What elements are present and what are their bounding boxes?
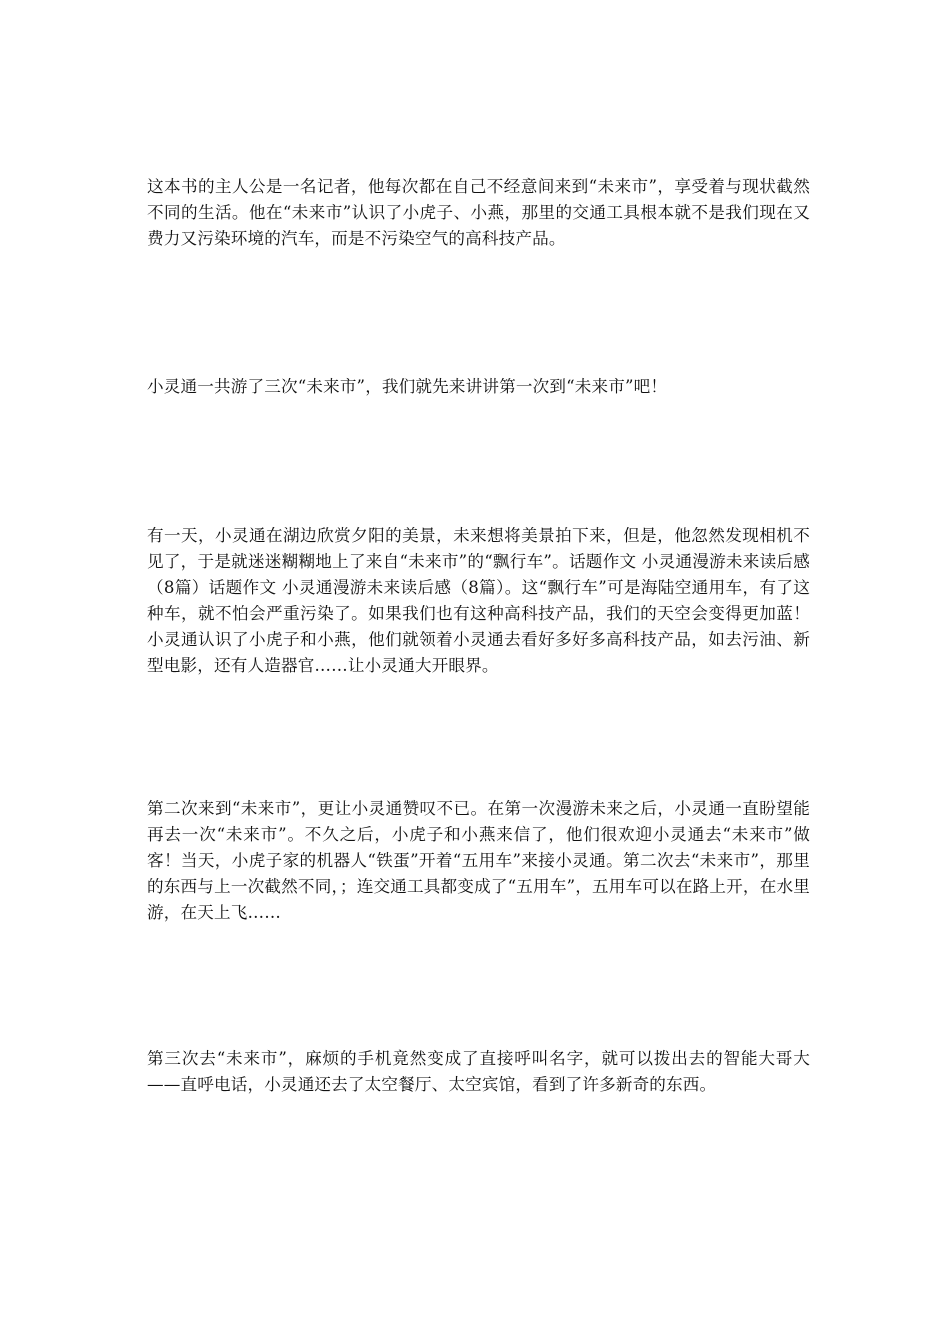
paragraph-first-trip: 有一天，小灵通在湖边欣赏夕阳的美景，未来想将美景拍下来，但是，他忽然发现相机不见了，于是就迷迷糊糊地上了来自“未来市”的“飘行车”。话题作文 小灵通漫游未来读后感（8篇）话题作文 小灵通漫游未来读后感（8篇）。这“飘行车”可是海陆空通用车，有了这种车，就不怕会严重污染了。如果我们也有这种高科技产品，我们的天空会变得更加蓝！小灵通认识了小虎子和小燕，他们就领着小灵通去看好多好多高科技产品，如去污油、新型电影，还有人造器官……让小灵通大开眼界。 [147,526,810,675]
paragraph-third-trip: 第三次去“未来市”，麻烦的手机竟然变成了直接呼叫名字，就可以拨出去的智能大哥大——直呼电话，小灵通还去了太空餐厅、太空宾馆，看到了许多新奇的东西。 [147,1049,810,1094]
paragraph-three-trips: 小灵通一共游了三次“未来市”，我们就先来讲讲第一次到“未来市”吧！ [147,377,668,396]
paragraph-intro: 这本书的主人公是一名记者，他每次都在自己不经意间来到“未来市”，享受着与现状截然不同的生活。他在“未来市”认识了小虎子、小燕，那里的交通工具根本就不是我们现在又费力又污染环境的汽车，而是不污染空气的高科技产品。 [147,177,810,248]
paragraph-second-trip: 第二次来到“未来市”，更让小灵通赞叹不已。在第一次漫游未来之后，小灵通一直盼望能再去一次“未来市”。不久之后，小虎子和小燕来信了，他们很欢迎小灵通去“未来市”做客！当天，小虎子家的机器人“铁蛋”开着“五用车”来接小灵通。第二次去“未来市”，那里的东西与上一次截然不同，；连交通工具都变成了“五用车”，五用车可以在路上开，在水里游，在天上飞…… [147,799,810,922]
